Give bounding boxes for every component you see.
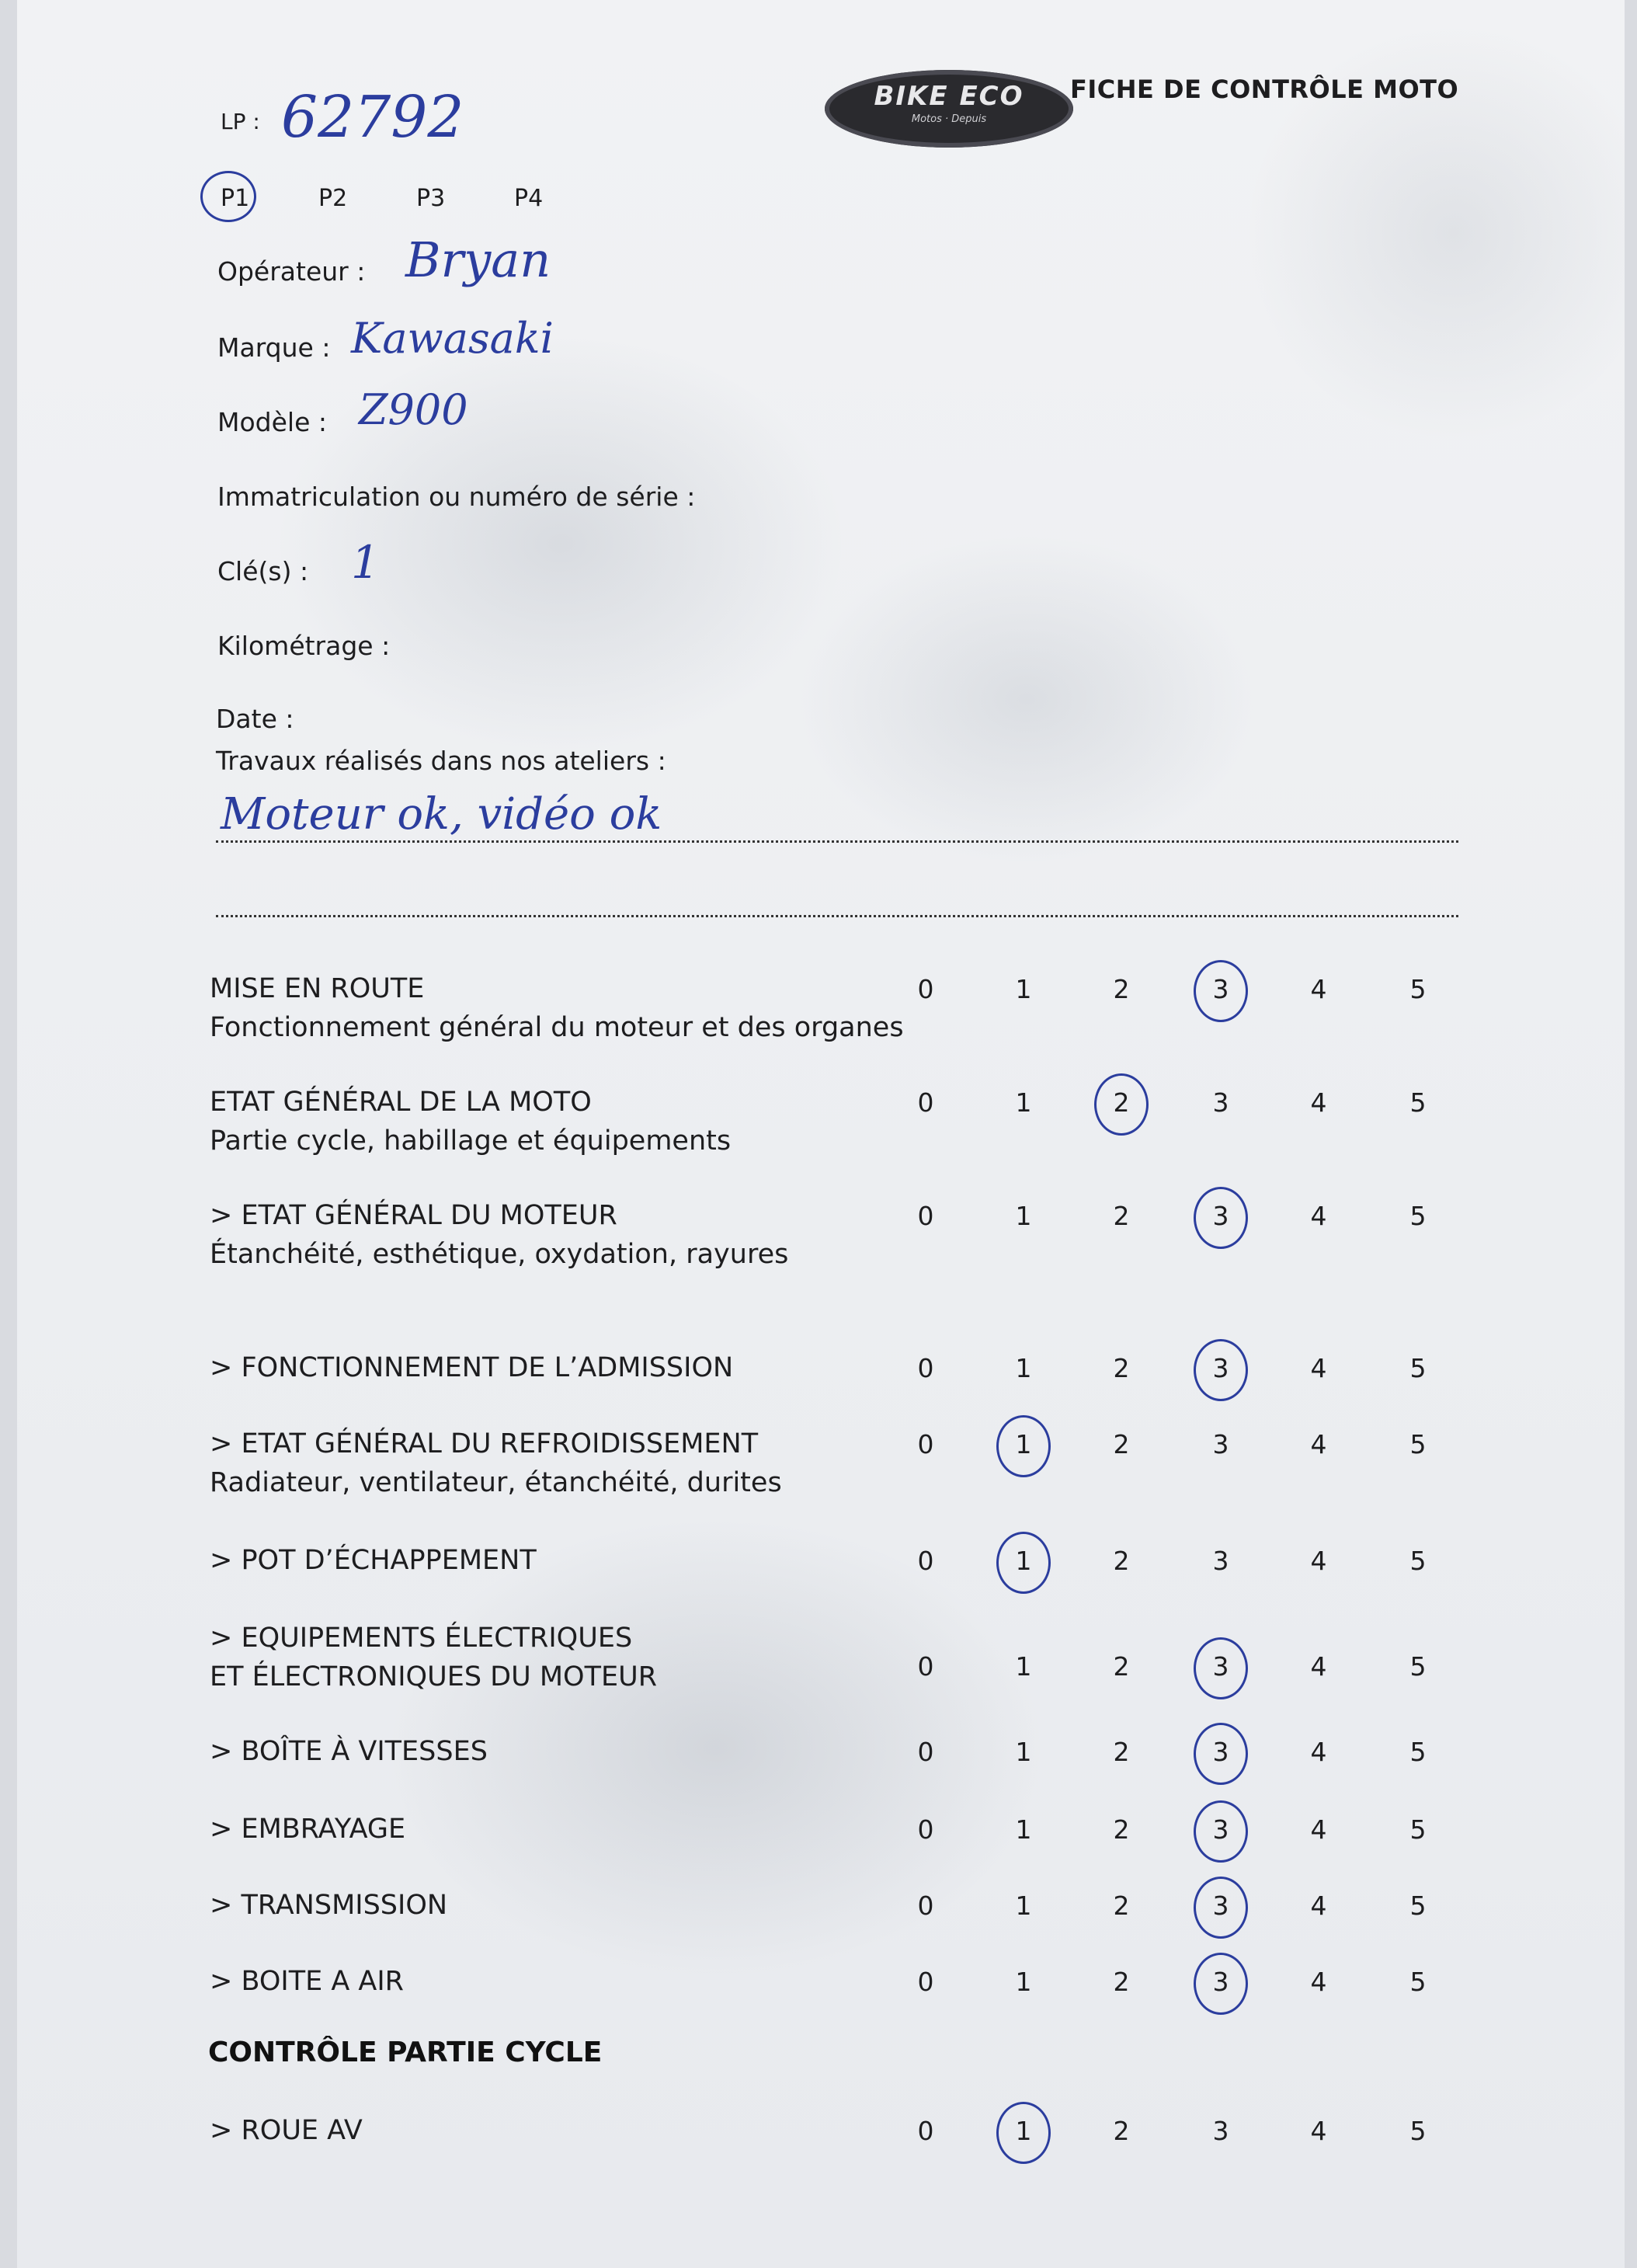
check-score-option[interactable]: 2 (1113, 1814, 1130, 1845)
check-score-option[interactable]: 0 (917, 1967, 934, 1997)
check-label: > ETAT GÉNÉRAL DU MOTEUR (210, 1200, 617, 1231)
cycle-check-score-option[interactable]: 2 (1113, 2116, 1130, 2146)
operator-value[interactable]: Bryan (405, 231, 551, 288)
registration-label: Immatriculation ou numéro de série : (217, 482, 696, 512)
check-score-option[interactable]: 2 (1113, 1353, 1130, 1383)
check-score-option[interactable]: 0 (917, 974, 934, 1004)
lp-value[interactable]: 62792 (281, 84, 464, 151)
check-score-option[interactable]: 2 (1113, 1651, 1130, 1682)
check-score-option[interactable]: 1 (1015, 1429, 1032, 1459)
check-label: > BOITE A AIR (210, 1966, 404, 1997)
check-selected-score-circle (1094, 1073, 1149, 1136)
check-label: MISE EN ROUTE (210, 973, 425, 1004)
check-score-option[interactable]: 5 (1409, 1087, 1427, 1118)
check-score-option[interactable]: 5 (1409, 1201, 1427, 1231)
control-sheet (17, 0, 1625, 2268)
position-p1[interactable]: P1 (221, 185, 250, 212)
check-score-option[interactable]: 4 (1310, 974, 1327, 1004)
check-sublabel: Radiateur, ventilateur, étanchéité, durites (210, 1467, 782, 1498)
keys-value[interactable]: 1 (351, 536, 380, 589)
check-score-option[interactable]: 4 (1310, 1651, 1327, 1682)
check-score-option[interactable]: 4 (1310, 1737, 1327, 1767)
check-score-option[interactable]: 0 (917, 1353, 934, 1383)
check-score-option[interactable]: 1 (1015, 1353, 1032, 1383)
bike-eco-logo (825, 70, 1073, 148)
page-title: FICHE DE CONTRÔLE MOTO (1070, 75, 1459, 104)
check-score-option[interactable]: 2 (1113, 974, 1130, 1004)
check-score-option[interactable]: 1 (1015, 1546, 1032, 1576)
cycle-check-score-option[interactable]: 0 (917, 2116, 934, 2146)
check-score-option[interactable]: 4 (1310, 1814, 1327, 1845)
check-score-option[interactable]: 5 (1409, 1967, 1427, 1997)
check-score-option[interactable]: 4 (1310, 1201, 1327, 1231)
check-score-option[interactable]: 3 (1212, 1967, 1229, 1997)
works-line-1 (216, 840, 1458, 843)
check-score-option[interactable]: 3 (1212, 1891, 1229, 1921)
check-score-option[interactable]: 5 (1409, 1891, 1427, 1921)
check-score-option[interactable]: 2 (1113, 1967, 1130, 1997)
check-score-option[interactable]: 3 (1212, 1353, 1229, 1383)
brand-label: Marque : (217, 332, 331, 363)
model-value[interactable]: Z900 (359, 385, 468, 434)
check-score-option[interactable]: 1 (1015, 1814, 1032, 1845)
position-p2[interactable]: P2 (318, 185, 348, 212)
check-label: > POT D’ÉCHAPPEMENT (210, 1545, 537, 1576)
cycle-check-score-option[interactable]: 3 (1212, 2116, 1229, 2146)
check-score-option[interactable]: 3 (1212, 1737, 1229, 1767)
check-score-option[interactable]: 1 (1015, 1651, 1032, 1682)
cycle-check-score-option[interactable]: 4 (1310, 2116, 1327, 2146)
date-label: Date : (216, 704, 294, 734)
works-value[interactable]: Moteur ok, vidéo ok (221, 789, 662, 840)
check-score-option[interactable]: 2 (1113, 1546, 1130, 1576)
position-p4[interactable]: P4 (514, 185, 544, 212)
check-selected-score-circle (996, 1415, 1051, 1477)
mileage-label: Kilométrage : (217, 631, 391, 661)
check-selected-score-circle (1194, 960, 1248, 1022)
operator-label: Opérateur : (217, 256, 366, 287)
check-selected-score-circle (996, 1532, 1051, 1594)
check-score-option[interactable]: 3 (1212, 1546, 1229, 1576)
check-score-option[interactable]: 2 (1113, 1891, 1130, 1921)
check-score-option[interactable]: 5 (1409, 1651, 1427, 1682)
check-score-option[interactable]: 3 (1212, 1651, 1229, 1682)
check-label: > FONCTIONNEMENT DE L’ADMISSION (210, 1352, 734, 1383)
check-score-option[interactable]: 2 (1113, 1737, 1130, 1767)
check-sublabel: Étanchéité, esthétique, oxydation, rayures (210, 1239, 789, 1270)
check-score-option[interactable]: 5 (1409, 1546, 1427, 1576)
keys-label: Clé(s) : (217, 556, 309, 586)
check-score-option[interactable]: 0 (917, 1737, 934, 1767)
check-score-option[interactable]: 3 (1212, 1087, 1229, 1118)
check-score-option[interactable]: 4 (1310, 1967, 1327, 1997)
works-line-2 (216, 915, 1458, 917)
check-score-option[interactable]: 2 (1113, 1429, 1130, 1459)
check-score-option[interactable]: 0 (917, 1201, 934, 1231)
cycle-check-label: > ROUE AV (210, 2115, 363, 2146)
check-score-option[interactable]: 0 (917, 1891, 934, 1921)
check-score-option[interactable]: 5 (1409, 1353, 1427, 1383)
logo-subtext: Motos · Depuis (911, 113, 987, 125)
check-score-option[interactable]: 4 (1310, 1891, 1327, 1921)
check-score-option[interactable]: 0 (917, 1087, 934, 1118)
check-score-option[interactable]: 0 (917, 1651, 934, 1682)
check-label: > EQUIPEMENTS ÉLECTRIQUES (210, 1623, 633, 1654)
check-score-option[interactable]: 2 (1113, 1201, 1130, 1231)
check-score-option[interactable]: 5 (1409, 1814, 1427, 1845)
check-score-option[interactable]: 1 (1015, 1967, 1032, 1997)
check-selected-score-circle (1194, 1187, 1248, 1249)
check-sublabel: Fonctionnement général du moteur et des organes (210, 1012, 904, 1043)
check-sublabel: ET ÉLECTRONIQUES DU MOTEUR (210, 1661, 658, 1692)
check-label: > EMBRAYAGE (210, 1814, 406, 1845)
check-label: > TRANSMISSION (210, 1890, 448, 1921)
check-score-option[interactable]: 5 (1409, 1737, 1427, 1767)
check-score-option[interactable]: 5 (1409, 1429, 1427, 1459)
check-score-option[interactable]: 0 (917, 1429, 934, 1459)
check-selected-score-circle (1194, 1877, 1248, 1939)
cycle-check-score-option[interactable]: 1 (1015, 2116, 1032, 2146)
check-score-option[interactable]: 1 (1015, 1201, 1032, 1231)
check-score-option[interactable]: 2 (1113, 1087, 1130, 1118)
check-score-option[interactable]: 4 (1310, 1429, 1327, 1459)
check-selected-score-circle (1194, 1800, 1248, 1863)
check-score-option[interactable]: 1 (1015, 1737, 1032, 1767)
check-sublabel: Partie cycle, habillage et équipements (210, 1125, 732, 1157)
model-label: Modèle : (217, 407, 327, 437)
check-score-option[interactable]: 4 (1310, 1546, 1327, 1576)
logo-text: BIKE ECO (874, 81, 1024, 112)
check-score-option[interactable]: 1 (1015, 1891, 1032, 1921)
check-score-option[interactable]: 3 (1212, 974, 1229, 1004)
works-label: Travaux réalisés dans nos ateliers : (216, 746, 666, 776)
check-score-option[interactable]: 1 (1015, 974, 1032, 1004)
check-score-option[interactable]: 5 (1409, 974, 1427, 1004)
check-selected-score-circle (1194, 1637, 1248, 1699)
lp-label: LP : (221, 109, 260, 134)
check-selected-score-circle (1194, 1723, 1248, 1785)
check-selected-score-circle (1194, 1953, 1248, 2015)
check-selected-score-circle (1194, 1339, 1248, 1401)
check-label: > ETAT GÉNÉRAL DU REFROIDISSEMENT (210, 1428, 759, 1459)
check-score-option[interactable]: 3 (1212, 1814, 1229, 1845)
check-score-option[interactable]: 3 (1212, 1429, 1229, 1459)
check-score-option[interactable]: 3 (1212, 1201, 1229, 1231)
check-score-option[interactable]: 1 (1015, 1087, 1032, 1118)
cycle-check-score-option[interactable]: 5 (1409, 2116, 1427, 2146)
cycle-section-title: CONTRÔLE PARTIE CYCLE (208, 2037, 603, 2068)
check-score-option[interactable]: 0 (917, 1814, 934, 1845)
cycle-check-selected-score-circle (996, 2102, 1051, 2164)
position-p3[interactable]: P3 (416, 185, 446, 212)
check-score-option[interactable]: 0 (917, 1546, 934, 1576)
check-label: ETAT GÉNÉRAL DE LA MOTO (210, 1087, 592, 1118)
brand-value[interactable]: Kawasaki (351, 314, 554, 363)
check-label: > BOÎTE À VITESSES (210, 1736, 488, 1767)
check-score-option[interactable]: 4 (1310, 1353, 1327, 1383)
check-score-option[interactable]: 4 (1310, 1087, 1327, 1118)
